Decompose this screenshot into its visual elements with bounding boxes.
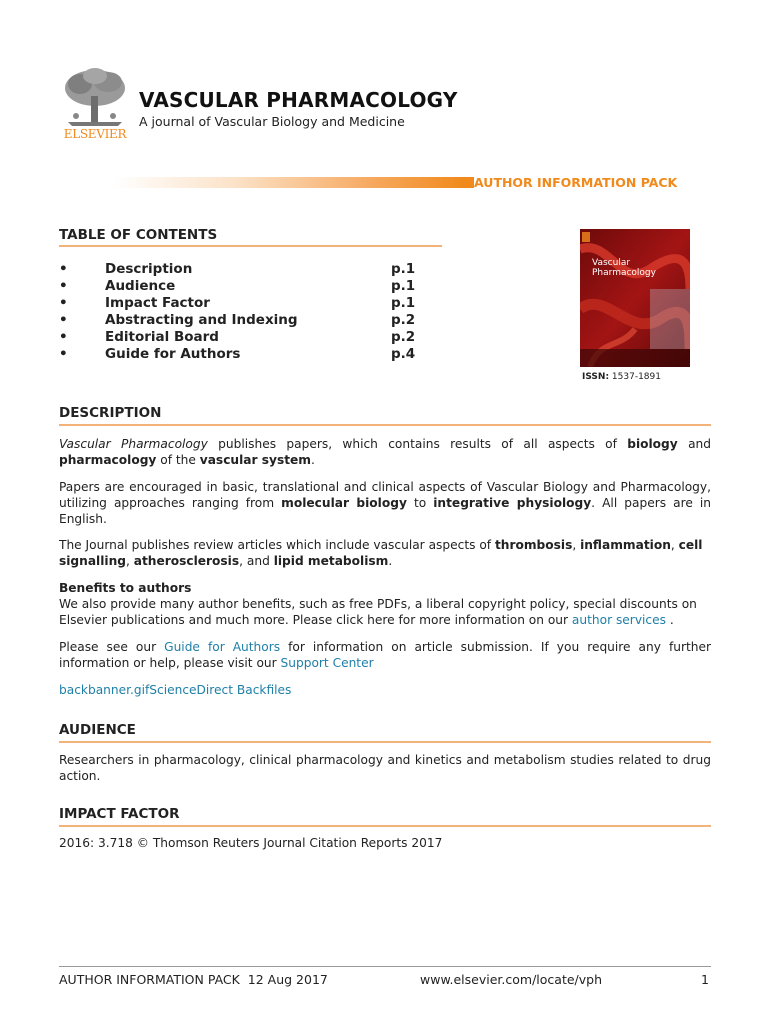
journal-subtitle: A journal of Vascular Biology and Medicine [139,114,405,129]
toc-item-page: p.4 [391,346,416,362]
elsevier-logo [58,66,132,146]
toc-bullet: • [59,261,68,277]
backfiles-line [59,682,711,698]
text: , [126,554,134,568]
toc-item-label: Editorial Board [105,329,219,345]
section-rule [59,424,711,426]
text: Please see our [59,640,165,654]
toc-item[interactable] [59,346,439,363]
description-paragraph-1 [59,436,711,468]
description-paragraph-2 [59,479,711,527]
toc-item[interactable] [59,295,439,312]
toc-bullet: • [59,312,68,328]
section-title-impact-factor: IMPACT FACTOR [59,806,180,822]
emphasis: integrative physiology [433,496,592,510]
toc-bullet: • [59,295,68,311]
journal-name: Vascular Pharmacology [59,437,208,451]
emphasis: biology [627,437,678,451]
text: to [406,496,434,510]
text: . All papers are in English. [59,496,711,526]
text: publishes papers, which contains results of all aspects of [207,437,628,451]
toc-bullet: • [59,329,68,345]
toc-item-page: p.1 [391,261,416,277]
journal-title: VASCULAR PHARMACOLOGY [139,88,458,112]
emphasis: vascular system [199,453,311,467]
text: Papers are encouraged in basic, translational and clinical aspects of Vascular Biology and Pharmacology, utilizing approaches ranging from [59,480,711,510]
text: We also provide many author benefits, such as free PDFs, a liberal copyright policy, special discounts on Elsevier publications and much more. Please click here for more information on our [59,597,697,627]
guide-for-authors-link[interactable]: Guide for Authors [164,640,281,654]
toc-item[interactable] [59,278,439,295]
text: . [388,554,393,568]
emphasis: inflammation [580,538,671,552]
pack-banner-gradient [112,177,464,188]
benefits-title: Benefits to authors [59,581,192,595]
description-paragraph-3 [59,537,711,569]
issn [582,372,661,382]
benefits-paragraph [59,596,711,628]
text: . [311,453,315,467]
emphasis: thrombosis [494,538,573,552]
sciencedirect-backfiles-link[interactable]: backbanner.gifScienceDirect Backfiles [59,683,292,697]
toc-item-label: Impact Factor [105,295,210,311]
description-paragraph-5 [59,639,711,671]
toc-item-page: p.1 [391,278,416,294]
support-center-link[interactable]: Support Center [280,656,374,670]
section-title-description: DESCRIPTION [59,405,162,421]
text: , [572,538,581,552]
section-rule [59,741,711,743]
pack-banner-solid [464,177,474,188]
text: and [677,437,711,451]
emphasis: molecular biology [281,496,407,510]
text: , and [239,554,274,568]
section-title-audience: AUDIENCE [59,722,136,738]
toc-item[interactable] [59,261,439,278]
toc-rule [59,245,442,247]
emphasis: lipid metabolism [273,554,389,568]
impact-factor-text: 2016: 3.718 © Thomson Reuters Journal Citation Reports 2017 [59,836,443,850]
toc-item-label: Guide for Authors [105,346,241,362]
section-rule [59,825,711,827]
issn-value: 1537-1891 [611,372,661,382]
toc-item-page: p.2 [391,312,416,328]
toc-item-label: Audience [105,278,176,294]
toc-bullet: • [59,278,68,294]
text: . [665,613,674,627]
footer-pack-date: AUTHOR INFORMATION PACK 12 Aug 2017 [59,972,328,987]
text: The Journal publishes review articles which include vascular aspects of [59,538,495,552]
text: , [670,538,679,552]
pack-label: AUTHOR INFORMATION PACK [474,175,678,190]
author-services-link[interactable]: author services [571,613,666,627]
toc-item-page: p.1 [391,295,416,311]
emphasis: atherosclerosis [133,554,240,568]
toc-item-page: p.2 [391,329,416,345]
toc-item-label: Abstracting and Indexing [105,312,298,328]
footer-rule [59,966,711,967]
footer-page-number: 1 [701,972,709,987]
publisher-name: ELSEVIER [63,127,127,141]
text: of the [156,453,200,467]
toc-bullet: • [59,346,68,362]
toc-item[interactable] [59,329,439,346]
emphasis: pharmacology [59,453,157,467]
toc-item-label: Description [105,261,193,277]
emphasis: cell signalling [59,538,703,568]
toc-item[interactable] [59,312,439,329]
journal-cover [580,229,690,367]
text: for information on article submission. If you require any further information or help, please visit our [59,640,712,670]
cover-title: Vascular Pharmacology [592,258,656,278]
issn-label: ISSN: [582,372,610,382]
footer-url[interactable]: www.elsevier.com/locate/vph [420,972,603,987]
audience-paragraph: Researchers in pharmacology, clinical pharmacology and kinetics and metabolism studies related to drug action. [59,753,711,783]
toc-title: TABLE OF CONTENTS [59,227,218,243]
